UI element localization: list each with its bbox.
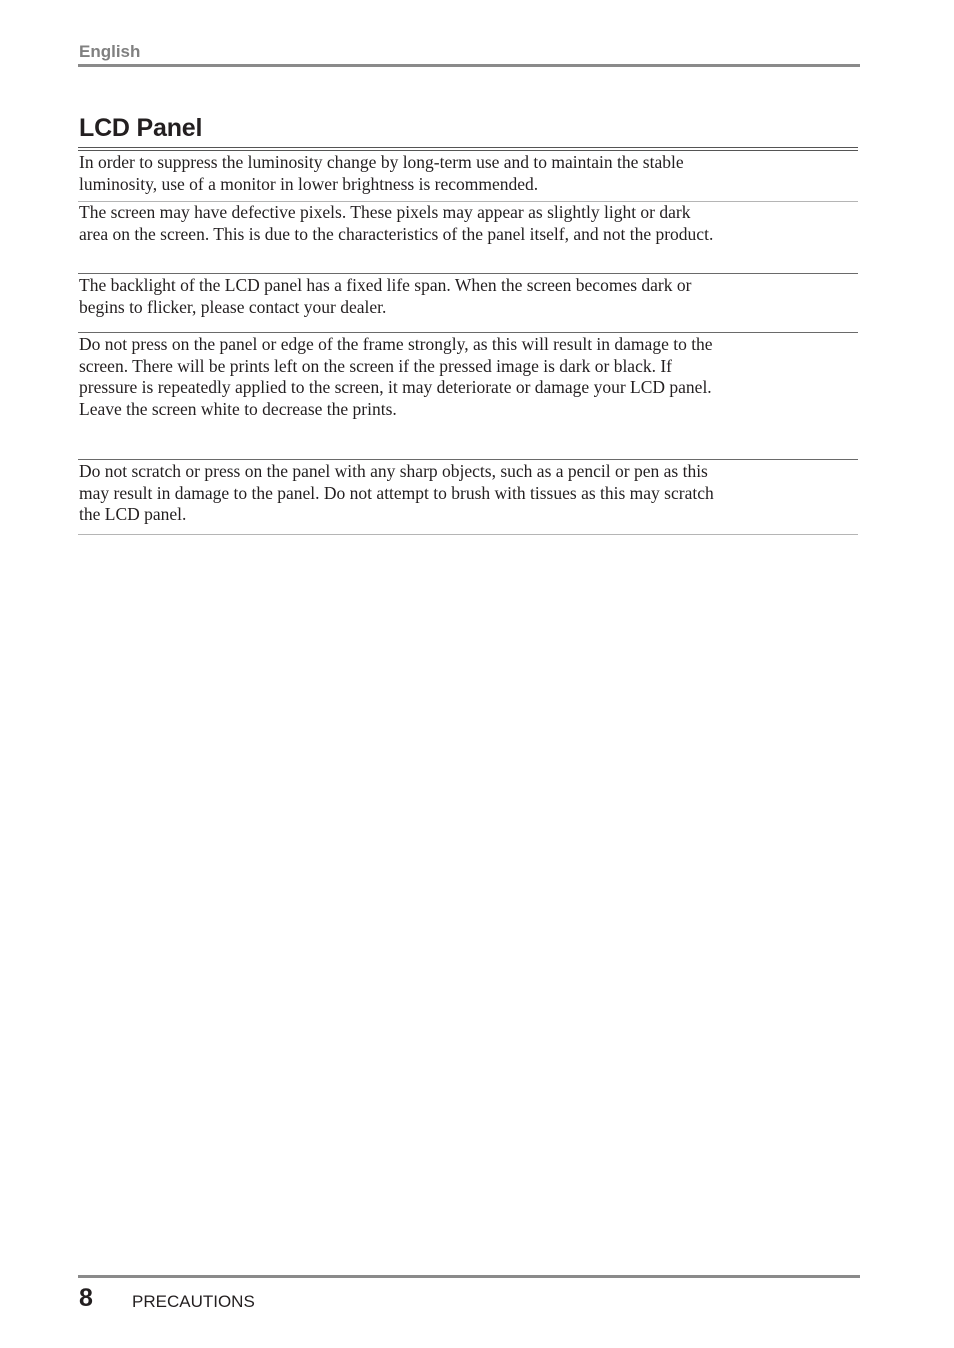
precaution-item-5: Do not scratch or press on the panel with any sharp objects, such as a pencil or pen as this may result in damage to the panel. Do not attempt to brush with tissues as this may scratch the LCD panel. xyxy=(79,461,714,525)
section-title: LCD Panel xyxy=(79,114,203,142)
title-rule-bottom xyxy=(78,150,858,151)
item-divider xyxy=(78,534,858,535)
precaution-item-4: Do not press on the panel or edge of the frame strongly, as this will result in damage to the screen. There will be prints left on the screen if the pressed image is dark or black. If pressure is repeatedly applied to the screen, it may deteriorate or damage your LCD panel. Leave the screen white to decrease the prints. xyxy=(79,334,713,420)
header-rule xyxy=(78,64,860,67)
item-divider xyxy=(78,273,858,274)
page-number: 8 xyxy=(79,1284,93,1312)
item-divider xyxy=(78,332,858,333)
footer-rule xyxy=(78,1275,860,1278)
footer-section-label: PRECAUTIONS xyxy=(132,1292,255,1311)
item-divider xyxy=(78,459,858,460)
precaution-item-1: In order to suppress the luminosity change by long-term use and to maintain the stable luminosity, use of a monitor in lower brightness is recommended. xyxy=(79,152,684,194)
header-language-label: English xyxy=(79,42,141,61)
title-rule-top xyxy=(78,147,858,148)
precaution-item-3: The backlight of the LCD panel has a fixed life span. When the screen becomes dark or begins to flicker, please contact your dealer. xyxy=(79,275,692,317)
precaution-item-2: The screen may have defective pixels. These pixels may appear as slightly light or dark area on the screen. This is due to the characteristics of the panel itself, and not the product. xyxy=(79,202,714,244)
